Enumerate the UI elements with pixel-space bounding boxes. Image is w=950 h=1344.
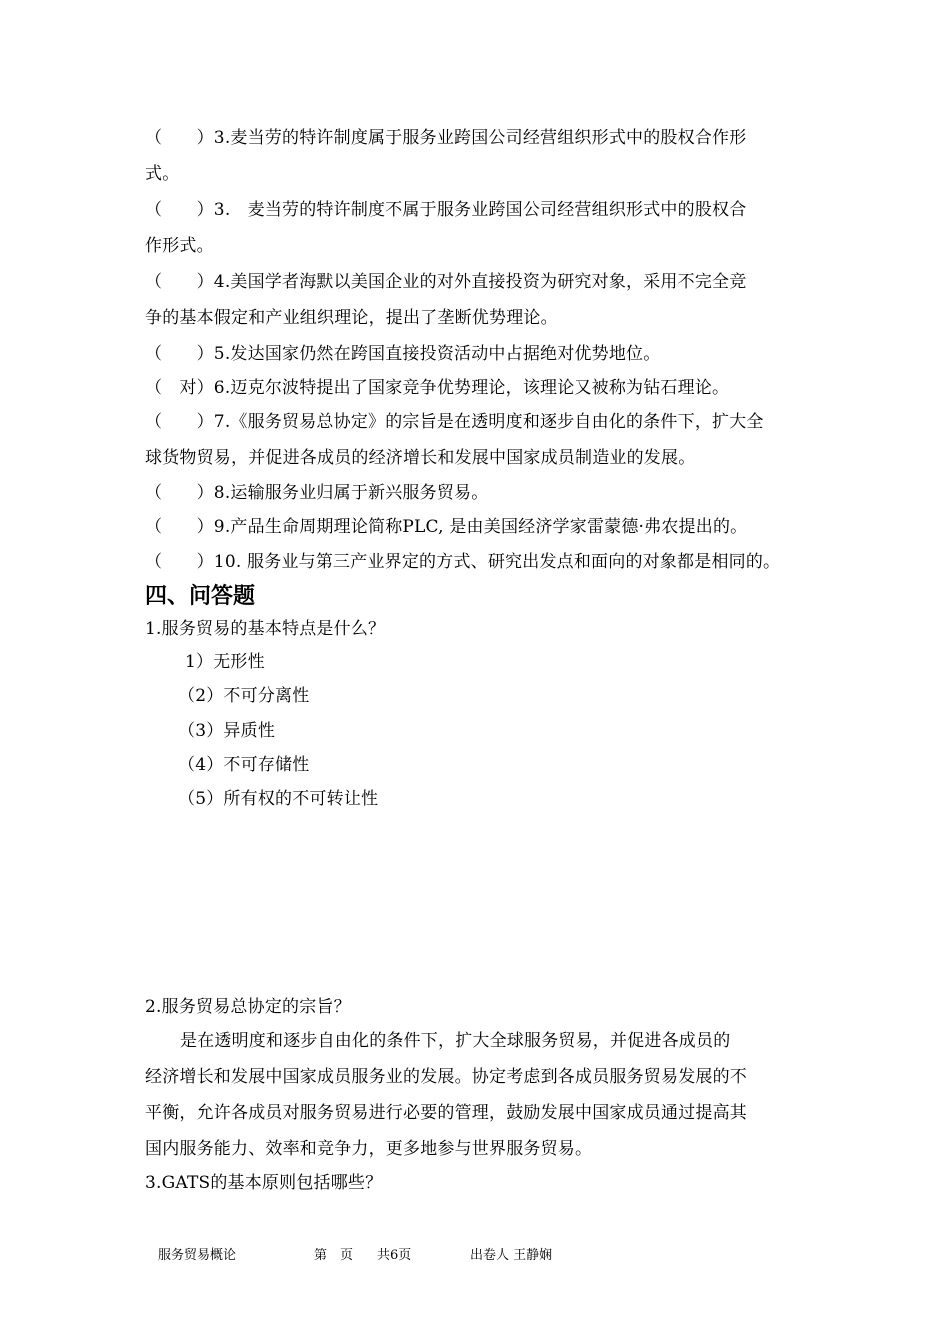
section-heading: 四、问答题: [145, 584, 256, 609]
tf-item-7-line2: 球货物贸易，并促进各成员的经济增长和发展中国家成员制造业的发展。: [145, 448, 696, 468]
footer-total: 共6页: [377, 1248, 412, 1263]
q2-question: 2.服务贸易总协定的宗旨？: [145, 997, 351, 1017]
footer-course: 服务贸易概论: [158, 1248, 237, 1263]
q3-question: 3.GATS的基本原则包括哪些？: [145, 1173, 383, 1193]
tf-item-4-line2: 争的基本假定和产业组织理论，提出了垄断优势理论。: [145, 308, 558, 328]
tf-item-3a-line1: （ ）3.麦当劳的特许制度属于服务业跨国公司经营组织形式中的股权合作形: [145, 128, 747, 148]
q1-question: 1.服务贸易的基本特点是什么？: [145, 619, 386, 639]
tf-item-7-line1: （ ）7.《服务贸易总协定》的宗旨是在透明度和逐步自由化的条件下，扩大全: [145, 412, 764, 432]
q2-answer-line1: 是在透明度和逐步自由化的条件下，扩大全球服务贸易，并促进各成员的: [180, 1031, 731, 1051]
tf-item-3b-line2: 作形式。: [145, 236, 214, 256]
tf-item-3a-line2: 式。: [145, 164, 180, 184]
tf-item-5: （ ）5.发达国家仍然在跨国直接投资活动中占据绝对优势地位。: [145, 344, 661, 364]
q1-answer-1: 1）无形性: [185, 652, 265, 672]
footer-author: 出卷人 王静娴: [470, 1248, 553, 1263]
q1-answer-5: （5）所有权的不可转让性: [178, 789, 379, 809]
tf-item-4-line1: （ ）4.美国学者海默以美国企业的对外直接投资为研究对象，采用不完全竞: [145, 272, 747, 292]
q2-answer-line2: 经济增长和发展中国家成员服务业的发展。协定考虑到各成员服务贸易发展的不: [145, 1067, 747, 1087]
tf-item-10: （ ）10. 服务业与第三产业界定的方式、研究出发点和面向的对象都是相同的。: [145, 552, 781, 572]
q1-answer-2: （2）不可分离性: [178, 686, 310, 706]
tf-item-3b-line1: （ ）3. 麦当劳的特许制度不属于服务业跨国公司经营组织形式中的股权合: [145, 200, 747, 220]
footer-page: 第 页: [314, 1248, 354, 1263]
q2-answer-line3: 平衡，允许各成员对服务贸易进行必要的管理，鼓励发展中国家成员通过提高其: [145, 1103, 747, 1123]
q1-answer-3: （3）异质性: [178, 721, 276, 741]
tf-item-9: （ ）9.产品生命周期理论简称PLC, 是由美国经济学家雷蒙德·弗农提出的。: [145, 517, 748, 537]
q2-answer-line4: 国内服务能力、效率和竞争力，更多地参与世界服务贸易。: [145, 1139, 593, 1159]
tf-item-8: （ ）8.运输服务业归属于新兴服务贸易。: [145, 483, 489, 503]
tf-item-6: （ 对）6.迈克尔波特提出了国家竞争优势理论，该理论又被称为钻石理论。: [145, 378, 730, 398]
q1-answer-4: （4）不可存储性: [178, 755, 310, 775]
